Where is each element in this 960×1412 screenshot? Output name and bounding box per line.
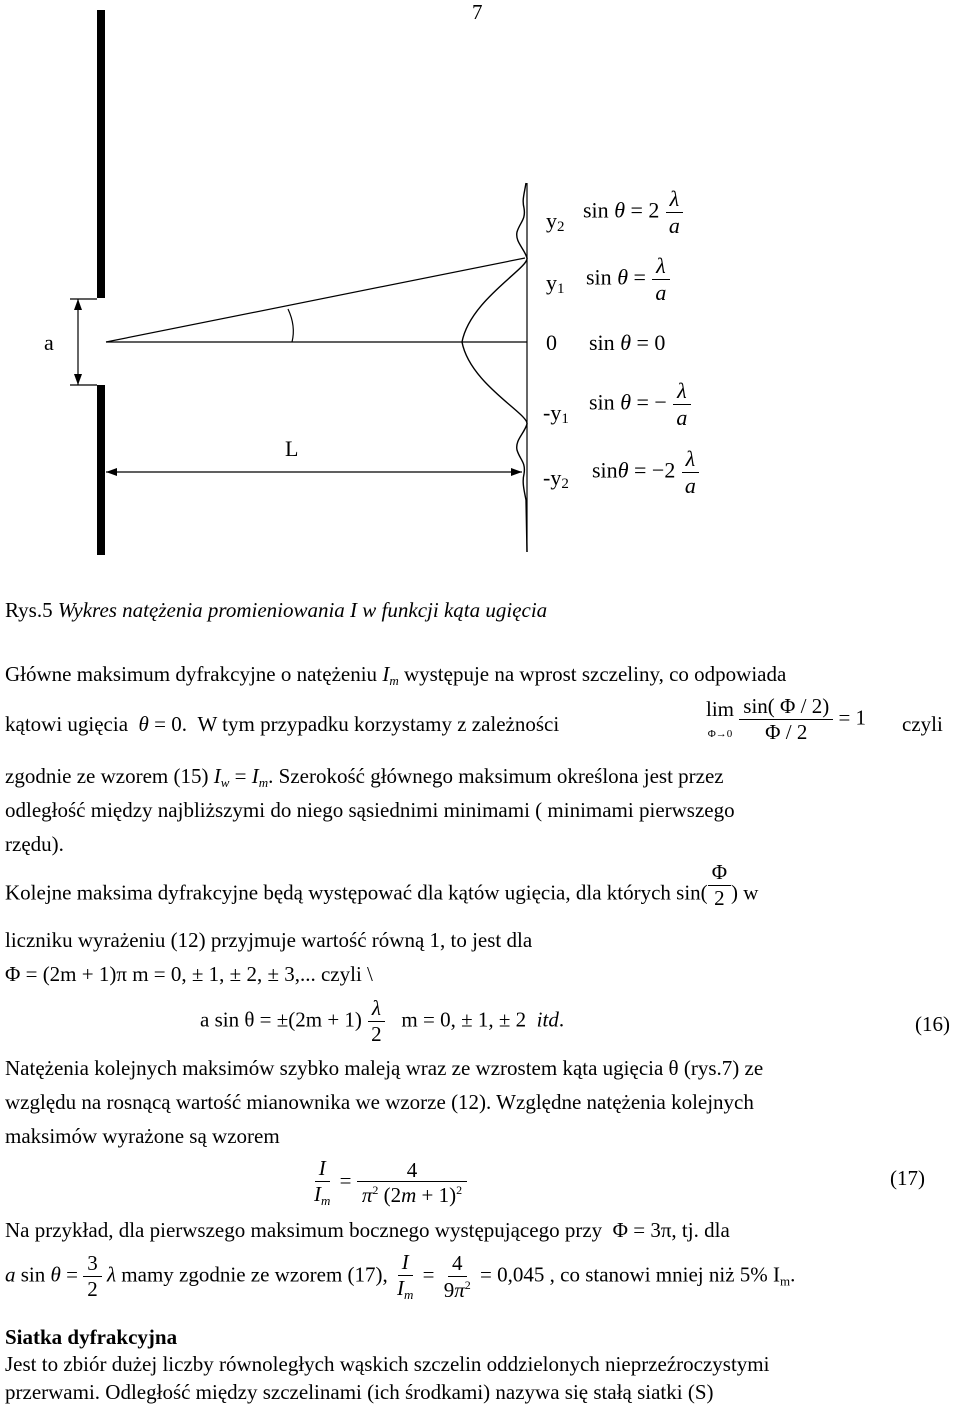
p3-line1: Natężenia kolejnych maksimów szybko maleją wraz ze wzrostem kąta ugięcia θ (rys.7) ze <box>5 1056 764 1080</box>
eq-0: sin θ = 0 <box>589 330 666 355</box>
p5-line2: przerwami. Odległość między szczelinami (ich środkami) nazywa się stałą siatki (S) <box>5 1380 714 1404</box>
intensity-curve <box>462 183 527 552</box>
screen-bar-top <box>97 10 105 298</box>
p1-line2: kątowi ugięcia θ = 0. W tym przypadku korzystamy z zależności <box>5 712 560 736</box>
y-label-y2: y2 <box>546 208 565 235</box>
y-label-my1: -y1 <box>543 400 569 427</box>
equation-16-number: (16) <box>915 1012 950 1036</box>
p2-line3: Φ = (2m + 1)π m = 0, ± 1, ± 2, ± 3,... czyli \ <box>5 962 373 986</box>
screen-bar-bottom <box>97 385 105 555</box>
diffracted-ray <box>106 258 525 342</box>
p4-line1: Na przykład, dla pierwszego maksimum bocznego występującego przy Φ = 3π, tj. dla <box>5 1218 730 1242</box>
y-label-y1: y1 <box>546 270 565 297</box>
p1-line5: rzędu). <box>5 832 64 856</box>
eq-my2: sinθ = −2 $\frac{\lambda}{a}$ <box>592 448 700 497</box>
p1-line4: odległość między najbliższymi do niego sąsiednimi minimami ( minimami pierwszego <box>5 798 735 822</box>
eq-my1: sin θ = − $\frac{\lambda}{a}$ <box>589 380 691 429</box>
limit-expression: lim Φ→0 $\frac{\sin( \Phi / 2)}{\Phi / 2}$ = 1 <box>706 694 867 744</box>
p4-line2: a sin θ = $\frac{3}{2}$ λ mamy zgodnie ze wzorem (17), $\frac{I}{I_m}$ = $\frac{4}{9\pi^2}$ = 0,045 , co stanowi mniej niż 5% $I_m$. <box>5 1250 796 1302</box>
p3-line3: maksimów wyrażone są wzorem <box>5 1124 280 1148</box>
diffraction-figure <box>0 0 960 560</box>
eq-y1: sin θ = $\frac{\lambda}{a}$ <box>586 255 670 304</box>
p1-line3: zgodnie ze wzorem (15) $I_w = I_m$. Szerokość głównego maksimum określona jest przez <box>5 764 724 790</box>
figure-caption: Rys.5 Wykres natężenia promieniowania I w funkcji kąta ugięcia <box>5 598 548 622</box>
p5-line1: Jest to zbiór dużej liczby równoległych wąskich szczelin oddzielonych nieprzeźroczystymi <box>5 1352 770 1376</box>
angle-arc <box>288 309 293 342</box>
page-number: 7 <box>472 0 483 24</box>
equation-17-number: (17) <box>890 1166 925 1190</box>
y-label-0: 0 <box>546 330 557 355</box>
label-a: a <box>44 330 54 355</box>
p2-line1: Kolejne maksima dyfrakcyjne będą występować dla kątów ugięcia, dla których sin( $\frac{\Phi}{2}$ ) w <box>5 860 759 910</box>
p1-line1: Główne maksimum dyfrakcyjne o natężeniu $I_m$ występuje na wprost szczeliny, co odpowiada <box>5 662 787 688</box>
y-label-my2: -y2 <box>543 465 569 492</box>
p1-czyli: czyli <box>902 712 943 736</box>
label-L: L <box>285 436 299 461</box>
eq-y2: sin θ = 2 $\frac{\lambda}{a}$ <box>583 188 684 237</box>
p2-line2: liczniku wyrażeniu (12) przyjmuje wartość równą 1, to jest dla <box>5 928 533 952</box>
equation-17: $\frac{I}{I_m}$ = $\frac{4}{\pi^2 (2m + 1)^2}$ <box>310 1158 467 1207</box>
p3-line2: względu na rosnącą wartość mianownika we wzorze (12). Względne natężenia kolejnych <box>5 1090 754 1114</box>
equation-16: a sin θ = ±(2m + 1) $\frac{\lambda}{2}$ m = 0, ± 1, ± 2 itd. <box>200 996 565 1046</box>
section-heading: Siatka dyfrakcyjna <box>5 1325 178 1349</box>
